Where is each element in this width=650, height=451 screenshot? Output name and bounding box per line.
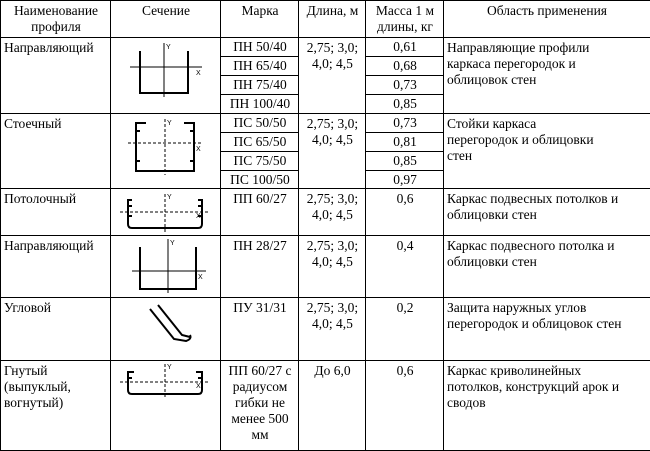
profile-name-cell bbox=[0, 235, 111, 298]
usage-cell bbox=[443, 360, 650, 451]
profile-mass: 0,73 bbox=[393, 115, 417, 130]
mass-cell bbox=[365, 151, 444, 171]
length-cell bbox=[298, 188, 366, 236]
profile-mass: 0,6 bbox=[396, 363, 414, 378]
usage-cell bbox=[443, 113, 650, 189]
mass-cell bbox=[365, 56, 444, 76]
mass-cell bbox=[365, 170, 444, 189]
profile-name-cell bbox=[0, 360, 111, 451]
profile-usage: облицовки стен bbox=[447, 207, 537, 222]
profile-usage: перегородок и облицовки bbox=[447, 132, 594, 147]
profile-usage: сводов bbox=[447, 395, 486, 410]
profile-length: 2,75; 3,0; bbox=[306, 116, 359, 131]
usage-cell bbox=[443, 235, 650, 298]
profile-mass: 0,68 bbox=[393, 58, 417, 73]
header-name-line: профиля bbox=[31, 19, 81, 34]
mass-cell bbox=[365, 235, 444, 298]
profile-length: 2,75; 3,0; bbox=[306, 300, 359, 315]
profile-usage: Направляющие профили bbox=[447, 40, 590, 55]
axis-label: X bbox=[196, 383, 201, 390]
profile-usage: перегородок и облицовок стен bbox=[447, 316, 622, 331]
axis-label: Y bbox=[170, 240, 175, 247]
mark-cell bbox=[220, 132, 299, 152]
profile-mark: ПУ 31/31 bbox=[233, 300, 287, 315]
axis-label: X bbox=[196, 213, 201, 220]
header-length bbox=[298, 0, 366, 38]
header-usage bbox=[443, 0, 650, 38]
header-mass-line: Масса 1 м bbox=[375, 3, 435, 18]
profile-mark: ПН 75/40 bbox=[233, 77, 287, 92]
axis-label: Y bbox=[167, 194, 172, 201]
profile-mass: 0,85 bbox=[393, 153, 417, 168]
mark-cell bbox=[220, 297, 299, 361]
profile-mass: 0,97 bbox=[393, 172, 417, 187]
profile-length: 4,0; 4,5 bbox=[312, 316, 353, 331]
axis-label: Y bbox=[166, 44, 171, 51]
profile-mark: гибки не bbox=[234, 395, 285, 410]
profile-name: Угловой bbox=[4, 300, 51, 315]
mark-cell bbox=[220, 37, 299, 57]
header-mark bbox=[220, 0, 299, 38]
profile-mark: радиусом bbox=[232, 379, 288, 394]
mass-cell bbox=[365, 188, 444, 236]
profile-mark: менее 500 bbox=[231, 411, 289, 426]
profile-mark: ПН 65/40 bbox=[233, 58, 287, 73]
profile-length: До 6,0 bbox=[314, 363, 351, 378]
mass-cell bbox=[365, 132, 444, 152]
profile-usage: стен bbox=[447, 148, 473, 163]
profile-mass: 0,61 bbox=[393, 39, 417, 54]
profile-usage: Защита наружных углов bbox=[447, 300, 587, 315]
mass-cell bbox=[365, 297, 444, 361]
header-mark-text: Марка bbox=[241, 3, 279, 18]
mark-cell bbox=[220, 188, 299, 236]
header-name-line: Наименование bbox=[13, 3, 99, 18]
mark-cell bbox=[220, 360, 299, 451]
u-guide-profile-icon bbox=[110, 235, 220, 297]
profile-length: 4,0; 4,5 bbox=[312, 207, 353, 222]
u-channel-profile-icon bbox=[110, 37, 220, 113]
profile-name-cell bbox=[0, 37, 111, 114]
profile-usage: облицовки стен bbox=[447, 254, 537, 269]
corner-profile-icon bbox=[110, 297, 220, 360]
length-cell bbox=[298, 297, 366, 361]
mark-cell bbox=[220, 113, 299, 133]
profile-usage: Каркас подвесного потолка и bbox=[447, 238, 615, 253]
profile-mass: 0,4 bbox=[396, 238, 414, 253]
header-usage-text: Область применения bbox=[486, 3, 608, 18]
mass-cell bbox=[365, 94, 444, 114]
profile-mark: ПН 100/40 bbox=[229, 96, 291, 111]
length-cell bbox=[298, 235, 366, 298]
profile-name: Стоечный bbox=[4, 116, 62, 131]
header-mass-line: длины, кг bbox=[377, 19, 433, 34]
profile-name: (выпуклый, bbox=[4, 379, 71, 394]
axis-label: X bbox=[196, 146, 201, 153]
profile-mass: 0,6 bbox=[396, 191, 414, 206]
c-stud-profile-icon bbox=[110, 113, 220, 188]
profile-length: 2,75; 3,0; bbox=[306, 40, 359, 55]
profile-mass: 0,85 bbox=[393, 96, 417, 111]
mark-cell bbox=[220, 75, 299, 95]
profile-length: 2,75; 3,0; bbox=[306, 238, 359, 253]
usage-cell bbox=[443, 297, 650, 361]
mark-cell bbox=[220, 94, 299, 114]
profile-usage: Каркас подвесных потолков и bbox=[447, 191, 619, 206]
profile-mark: ПП 60/27 с bbox=[228, 363, 292, 378]
mark-cell bbox=[220, 235, 299, 298]
profile-mass: 0,81 bbox=[393, 134, 417, 149]
usage-cell bbox=[443, 188, 650, 236]
profile-mark: ПС 50/50 bbox=[233, 115, 287, 130]
profile-mark: ПН 50/40 bbox=[233, 39, 287, 54]
mass-cell bbox=[365, 113, 444, 133]
axis-label: Y bbox=[167, 120, 172, 127]
bent-profile-icon bbox=[110, 360, 220, 450]
profile-mark: ПН 28/27 bbox=[233, 238, 287, 253]
header-section bbox=[110, 0, 221, 38]
length-cell bbox=[298, 113, 366, 189]
profile-name: Направляющий bbox=[4, 40, 94, 55]
mass-cell bbox=[365, 75, 444, 95]
mark-cell bbox=[220, 56, 299, 76]
usage-cell bbox=[443, 37, 650, 114]
profile-usage: каркаса перегородок и bbox=[447, 56, 576, 71]
profile-mark: мм bbox=[251, 427, 269, 442]
profile-length: 4,0; 4,5 bbox=[312, 56, 353, 71]
axis-label: Y bbox=[167, 364, 172, 371]
header-name-text bbox=[14, 3, 98, 35]
profile-usage: Стойки каркаса bbox=[447, 116, 537, 131]
profile-mark: ПС 65/50 bbox=[233, 134, 287, 149]
profile-name-cell bbox=[0, 188, 111, 236]
profile-usage: облицовок стен bbox=[447, 72, 537, 87]
header-mass bbox=[365, 0, 444, 38]
header-mass-text bbox=[376, 3, 434, 35]
mass-cell bbox=[365, 360, 444, 451]
profile-usage: Каркас криволинейных bbox=[447, 363, 582, 378]
length-cell bbox=[298, 360, 366, 451]
mark-cell bbox=[220, 170, 299, 189]
ceiling-profile-icon bbox=[110, 188, 220, 235]
profile-name: Направляющий bbox=[4, 238, 94, 253]
profile-mass: 0,73 bbox=[393, 77, 417, 92]
profile-name: вогнутый) bbox=[4, 395, 64, 410]
profile-length: 4,0; 4,5 bbox=[312, 132, 353, 147]
profile-length: 2,75; 3,0; bbox=[306, 191, 359, 206]
profile-mark: ПС 100/50 bbox=[230, 172, 290, 187]
length-cell bbox=[298, 37, 366, 114]
profile-name: Потолочный bbox=[4, 191, 77, 206]
profile-mark: ПС 75/50 bbox=[233, 153, 287, 168]
profile-name-cell bbox=[0, 113, 111, 189]
axis-label: X bbox=[198, 274, 203, 281]
profile-mark: ПП 60/27 bbox=[233, 191, 287, 206]
profile-length: 4,0; 4,5 bbox=[312, 254, 353, 269]
mass-cell bbox=[365, 37, 444, 57]
header-length-text: Длина, м bbox=[306, 3, 359, 18]
profile-mass: 0,2 bbox=[396, 300, 414, 315]
mark-cell bbox=[220, 151, 299, 171]
axis-label: X bbox=[196, 70, 201, 77]
header-name bbox=[0, 0, 111, 38]
profile-usage: потолков, конструкций арок и bbox=[447, 379, 620, 394]
profile-name-cell bbox=[0, 297, 111, 361]
profile-name: Гнутый bbox=[4, 363, 48, 378]
header-section-text: Сечение bbox=[141, 3, 191, 18]
